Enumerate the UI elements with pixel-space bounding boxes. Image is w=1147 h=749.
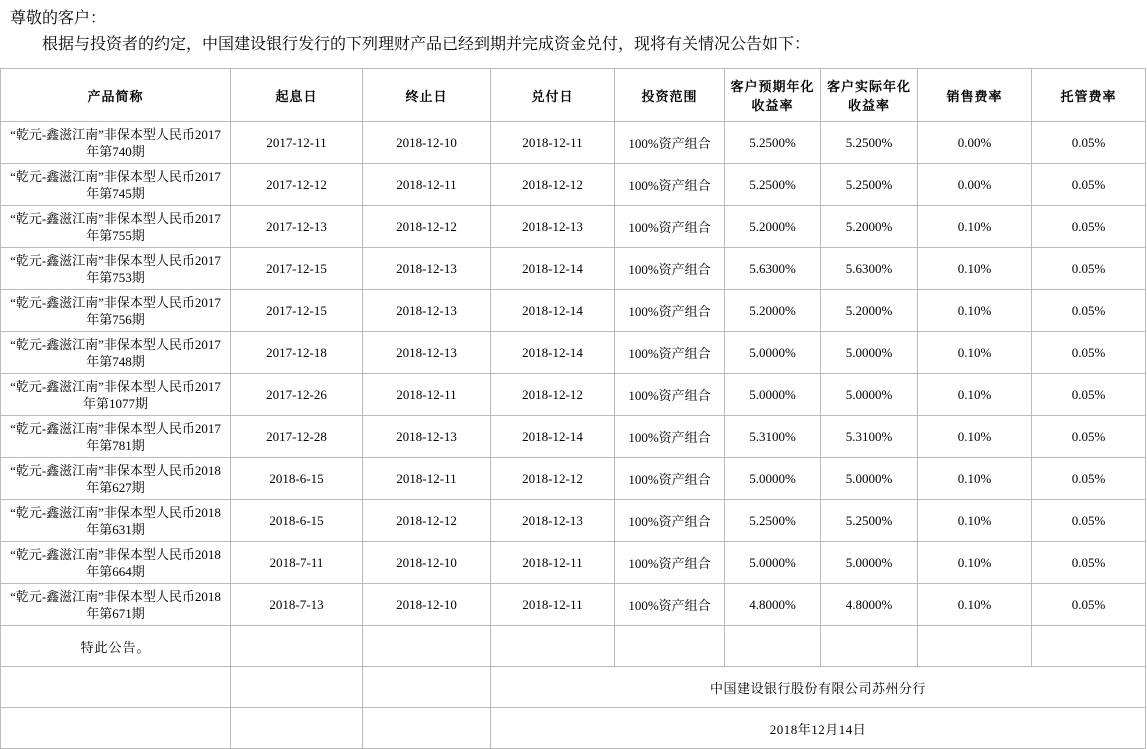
cell-expected-yield: 5.0000%	[725, 458, 821, 500]
cell-custody-fee: 0.05%	[1032, 206, 1146, 248]
cell-custody-fee: 0.05%	[1032, 248, 1146, 290]
cell-end-date: 2018-12-13	[363, 290, 491, 332]
col-sales-fee: 销售费率	[918, 69, 1032, 122]
table-row	[1, 164, 1146, 206]
cell-start-date: 2017-12-15	[231, 290, 363, 332]
cell-custody-fee: 0.05%	[1032, 458, 1146, 500]
cell-expected-yield: 5.2500%	[725, 500, 821, 542]
blank-cell	[615, 626, 725, 667]
cell-sales-fee: 0.00%	[918, 164, 1032, 206]
cell-start-date: 2017-12-11	[231, 122, 363, 164]
col-custody-fee: 托管费率	[1032, 69, 1146, 122]
cell-sales-fee: 0.00%	[918, 122, 1032, 164]
cell-end-date: 2018-12-10	[363, 584, 491, 626]
cell-custody-fee: 0.05%	[1032, 584, 1146, 626]
cell-investment-scope: 100%资产组合	[615, 458, 725, 500]
table-row	[1, 332, 1146, 374]
cell-start-date: 2018-6-15	[231, 458, 363, 500]
cell-start-date: 2018-7-11	[231, 542, 363, 584]
cell-product-name: “乾元-鑫滋江南”非保本型人民币2017年第748期	[1, 332, 231, 374]
cell-end-date: 2018-12-10	[363, 542, 491, 584]
cell-start-date: 2017-12-12	[231, 164, 363, 206]
cell-investment-scope: 100%资产组合	[615, 542, 725, 584]
cell-payment-date: 2018-12-14	[491, 332, 615, 374]
cell-sales-fee: 0.10%	[918, 248, 1032, 290]
cell-payment-date: 2018-12-11	[491, 122, 615, 164]
cell-payment-date: 2018-12-13	[491, 500, 615, 542]
cell-start-date: 2017-12-15	[231, 248, 363, 290]
cell-product-name: “乾元-鑫滋江南”非保本型人民币2018年第671期	[1, 584, 231, 626]
table-row	[1, 374, 1146, 416]
blank-cell	[821, 626, 918, 667]
blank-cell	[363, 626, 491, 667]
cell-payment-date: 2018-12-14	[491, 290, 615, 332]
cell-custody-fee: 0.05%	[1032, 290, 1146, 332]
blank-cell	[1, 708, 231, 749]
cell-sales-fee: 0.10%	[918, 416, 1032, 458]
notice-row	[1, 626, 1146, 667]
cell-product-name: “乾元-鑫滋江南”非保本型人民币2017年第755期	[1, 206, 231, 248]
table-row	[1, 416, 1146, 458]
cell-expected-yield: 5.2000%	[725, 206, 821, 248]
table-body	[1, 122, 1146, 749]
cell-payment-date: 2018-12-14	[491, 416, 615, 458]
cell-payment-date: 2018-12-11	[491, 584, 615, 626]
cell-payment-date: 2018-12-12	[491, 164, 615, 206]
cell-product-name: “乾元-鑫滋江南”非保本型人民币2017年第1077期	[1, 374, 231, 416]
col-payment-date: 兑付日	[491, 69, 615, 122]
cell-investment-scope: 100%资产组合	[615, 416, 725, 458]
cell-sales-fee: 0.10%	[918, 332, 1032, 374]
header-row	[1, 69, 1146, 122]
cell-investment-scope: 100%资产组合	[615, 584, 725, 626]
table-row	[1, 206, 1146, 248]
cell-actual-yield: 5.0000%	[821, 458, 918, 500]
cell-custody-fee: 0.05%	[1032, 374, 1146, 416]
cell-actual-yield: 5.3100%	[821, 416, 918, 458]
cell-expected-yield: 4.8000%	[725, 584, 821, 626]
table-row	[1, 584, 1146, 626]
cell-product-name: “乾元-鑫滋江南”非保本型人民币2018年第631期	[1, 500, 231, 542]
table-row	[1, 458, 1146, 500]
col-expected-yield: 客户预期年化收益率	[725, 69, 821, 122]
blank-cell	[231, 667, 363, 708]
cell-end-date: 2018-12-11	[363, 374, 491, 416]
table-row	[1, 290, 1146, 332]
cell-investment-scope: 100%资产组合	[615, 500, 725, 542]
cell-product-name: “乾元-鑫滋江南”非保本型人民币2017年第740期	[1, 122, 231, 164]
cell-product-name: “乾元-鑫滋江南”非保本型人民币2017年第756期	[1, 290, 231, 332]
cell-start-date: 2017-12-28	[231, 416, 363, 458]
cell-start-date: 2018-7-13	[231, 584, 363, 626]
cell-payment-date: 2018-12-14	[491, 248, 615, 290]
blank-cell	[363, 708, 491, 749]
cell-payment-date: 2018-12-12	[491, 374, 615, 416]
cell-actual-yield: 5.0000%	[821, 542, 918, 584]
cell-product-name: “乾元-鑫滋江南”非保本型人民币2018年第664期	[1, 542, 231, 584]
cell-expected-yield: 5.2000%	[725, 290, 821, 332]
cell-custody-fee: 0.05%	[1032, 332, 1146, 374]
col-investment-scope: 投资范围	[615, 69, 725, 122]
cell-investment-scope: 100%资产组合	[615, 122, 725, 164]
cell-sales-fee: 0.10%	[918, 458, 1032, 500]
cell-custody-fee: 0.05%	[1032, 416, 1146, 458]
cell-product-name: “乾元-鑫滋江南”非保本型人民币2017年第753期	[1, 248, 231, 290]
table-row	[1, 248, 1146, 290]
cell-sales-fee: 0.10%	[918, 290, 1032, 332]
cell-custody-fee: 0.05%	[1032, 164, 1146, 206]
cell-end-date: 2018-12-12	[363, 206, 491, 248]
cell-end-date: 2018-12-11	[363, 458, 491, 500]
cell-end-date: 2018-12-12	[363, 500, 491, 542]
blank-cell	[491, 626, 615, 667]
cell-end-date: 2018-12-13	[363, 332, 491, 374]
salutation: 尊敬的客户：	[10, 10, 107, 27]
col-end-date: 终止日	[363, 69, 491, 122]
intro-body: 根据与投资者的约定，中国建设银行发行的下列理财产品已经到期并完成资金兑付，现将有关情况公告如下：	[42, 36, 811, 53]
cell-investment-scope: 100%资产组合	[615, 374, 725, 416]
cell-actual-yield: 5.0000%	[821, 374, 918, 416]
cell-investment-scope: 100%资产组合	[615, 164, 725, 206]
cell-payment-date: 2018-12-11	[491, 542, 615, 584]
company-row	[1, 667, 1146, 708]
cell-actual-yield: 5.2000%	[821, 290, 918, 332]
maturity-table	[0, 68, 1146, 749]
cell-sales-fee: 0.10%	[918, 542, 1032, 584]
cell-expected-yield: 5.6300%	[725, 248, 821, 290]
cell-product-name: “乾元-鑫滋江南”非保本型人民币2017年第781期	[1, 416, 231, 458]
cell-actual-yield: 4.8000%	[821, 584, 918, 626]
cell-expected-yield: 5.2500%	[725, 164, 821, 206]
notice-text: 特此公告。	[1, 626, 231, 667]
cell-expected-yield: 5.0000%	[725, 374, 821, 416]
cell-payment-date: 2018-12-13	[491, 206, 615, 248]
table-row	[1, 542, 1146, 584]
cell-expected-yield: 5.3100%	[725, 416, 821, 458]
table-header	[1, 69, 1146, 122]
cell-start-date: 2017-12-26	[231, 374, 363, 416]
cell-actual-yield: 5.0000%	[821, 332, 918, 374]
blank-cell	[231, 626, 363, 667]
cell-end-date: 2018-12-13	[363, 416, 491, 458]
cell-expected-yield: 5.2500%	[725, 122, 821, 164]
cell-expected-yield: 5.0000%	[725, 542, 821, 584]
cell-end-date: 2018-12-13	[363, 248, 491, 290]
cell-actual-yield: 5.2500%	[821, 122, 918, 164]
date-row	[1, 708, 1146, 749]
cell-end-date: 2018-12-10	[363, 122, 491, 164]
blank-cell	[918, 626, 1032, 667]
cell-start-date: 2018-6-15	[231, 500, 363, 542]
cell-sales-fee: 0.10%	[918, 206, 1032, 248]
col-product-name: 产品简称	[1, 69, 231, 122]
cell-custody-fee: 0.05%	[1032, 542, 1146, 584]
cell-product-name: “乾元-鑫滋江南”非保本型人民币2018年第627期	[1, 458, 231, 500]
cell-payment-date: 2018-12-12	[491, 458, 615, 500]
cell-product-name: “乾元-鑫滋江南”非保本型人民币2017年第745期	[1, 164, 231, 206]
cell-end-date: 2018-12-11	[363, 164, 491, 206]
cell-actual-yield: 5.6300%	[821, 248, 918, 290]
intro-block	[0, 0, 1147, 58]
cell-investment-scope: 100%资产组合	[615, 248, 725, 290]
cell-sales-fee: 0.10%	[918, 374, 1032, 416]
col-start-date: 起息日	[231, 69, 363, 122]
table-row	[1, 500, 1146, 542]
blank-cell	[363, 667, 491, 708]
company-name: 中国建设银行股份有限公司苏州分行	[491, 667, 1146, 708]
blank-cell	[725, 626, 821, 667]
cell-custody-fee: 0.05%	[1032, 500, 1146, 542]
cell-actual-yield: 5.2000%	[821, 206, 918, 248]
cell-custody-fee: 0.05%	[1032, 122, 1146, 164]
cell-sales-fee: 0.10%	[918, 584, 1032, 626]
cell-sales-fee: 0.10%	[918, 500, 1032, 542]
cell-investment-scope: 100%资产组合	[615, 206, 725, 248]
cell-actual-yield: 5.2500%	[821, 500, 918, 542]
cell-actual-yield: 5.2500%	[821, 164, 918, 206]
blank-cell	[1032, 626, 1146, 667]
blank-cell	[1, 667, 231, 708]
cell-investment-scope: 100%资产组合	[615, 290, 725, 332]
cell-investment-scope: 100%资产组合	[615, 332, 725, 374]
cell-start-date: 2017-12-18	[231, 332, 363, 374]
cell-start-date: 2017-12-13	[231, 206, 363, 248]
blank-cell	[231, 708, 363, 749]
cell-expected-yield: 5.0000%	[725, 332, 821, 374]
announcement-date: 2018年12月14日	[491, 708, 1146, 749]
table-row	[1, 122, 1146, 164]
col-actual-yield: 客户实际年化收益率	[821, 69, 918, 122]
